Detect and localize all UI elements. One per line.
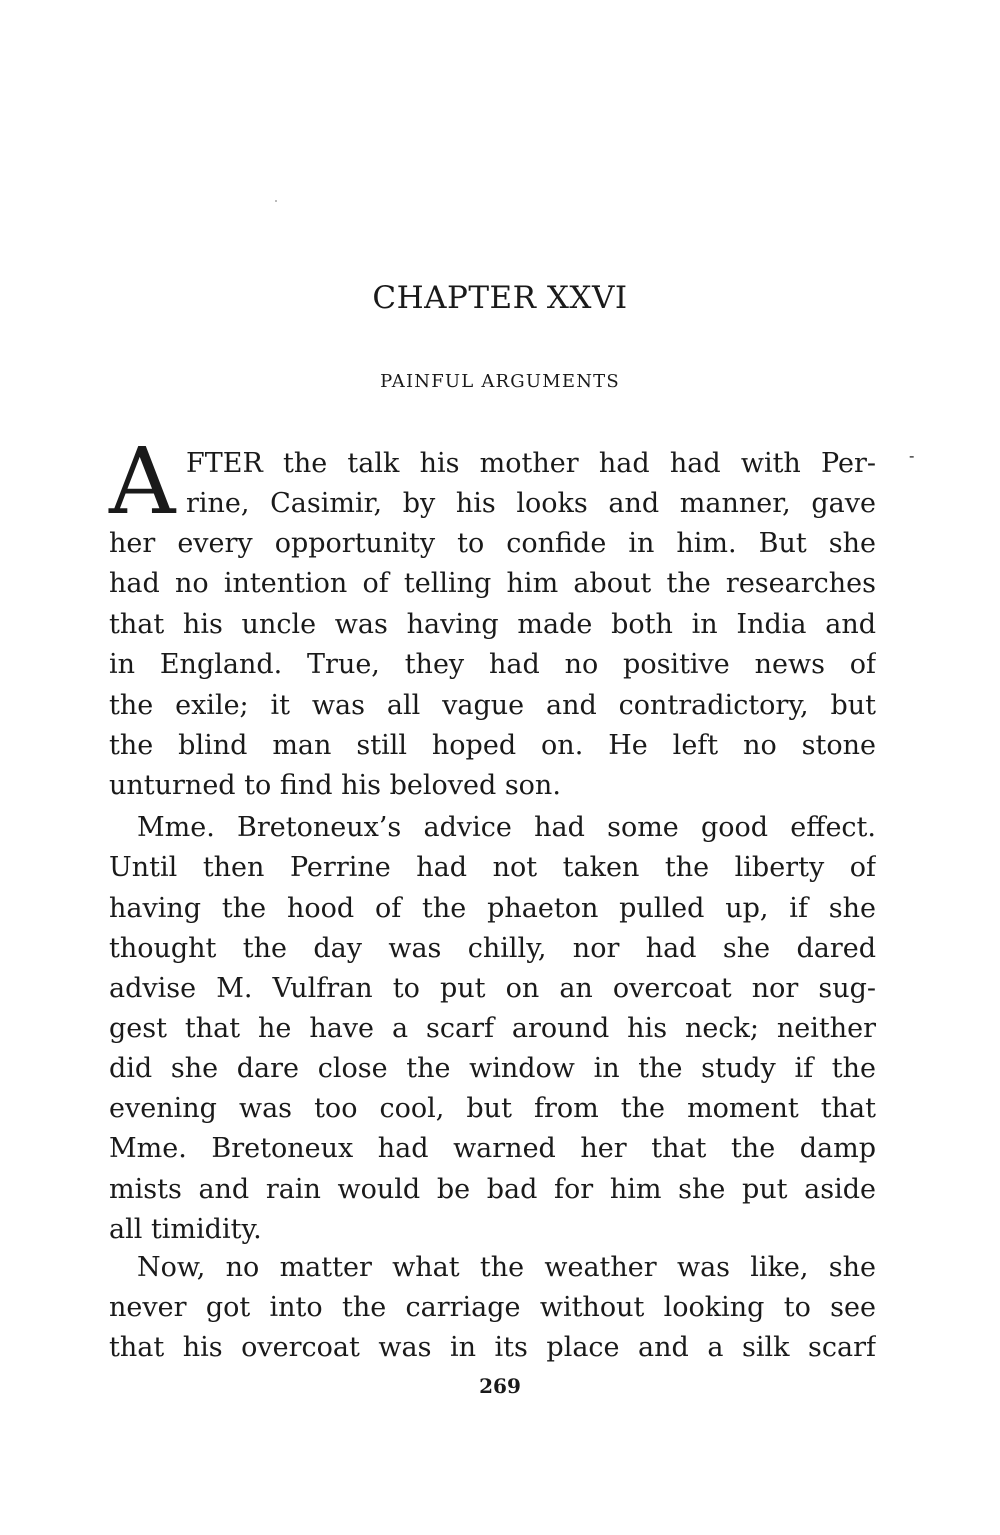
text-line-10: Mme. Bretoneux’s advice had some good effect. [137, 812, 876, 843]
text-line-3: her every opportunity to confide in him. But she [109, 528, 876, 559]
text-line-14: advise M. Vulfran to put on an overcoat nor sug- [109, 973, 876, 1004]
text-line-21: Now, no matter what the weather was like, she [137, 1252, 876, 1283]
text-line-15: gest that he have a scarf around his neck; neither [109, 1013, 876, 1044]
stray-dot [275, 200, 277, 202]
margin-mark: - [909, 446, 915, 465]
text-line-7: the exile; it was all vague and contradictory, but [109, 690, 876, 721]
text-line-9: unturned to find his beloved son. [109, 770, 561, 801]
text-line-4: had no intention of telling him about the researches [109, 568, 876, 599]
text-line-23: that his overcoat was in its place and a silk scarf [109, 1332, 876, 1363]
drop-cap: A [109, 428, 176, 535]
page-number: 269 [479, 1374, 521, 1398]
text-line-13: thought the day was chilly, nor had she dared [109, 933, 876, 964]
text-line-8: the blind man still hoped on. He left no stone [109, 730, 876, 761]
text-line-11: Until then Perrine had not taken the liberty of [109, 852, 876, 883]
text-line-22: never got into the carriage without looking to see [109, 1292, 876, 1323]
text-line-17: evening was too cool, but from the moment that [109, 1093, 876, 1124]
text-line-19: mists and rain would be bad for him she put aside [109, 1174, 876, 1205]
chapter-title: PAINFUL ARGUMENTS [380, 371, 620, 392]
chapter-heading: CHAPTER XXVI [372, 280, 628, 316]
text-line-16: did she dare close the window in the study if the [109, 1053, 876, 1084]
text-line-20: all timidity. [109, 1214, 262, 1245]
text-line-12: having the hood of the phaeton pulled up, if she [109, 893, 876, 924]
text-line-1: FTER the talk his mother had had with Per- [186, 448, 876, 479]
text-line-6: in England. True, they had no positive news of [109, 649, 876, 680]
text-line-18: Mme. Bretoneux had warned her that the damp [109, 1133, 876, 1164]
text-line-5: that his uncle was having made both in India and [109, 609, 876, 640]
text-line-2: rine, Casimir, by his looks and manner, gave [186, 488, 876, 519]
